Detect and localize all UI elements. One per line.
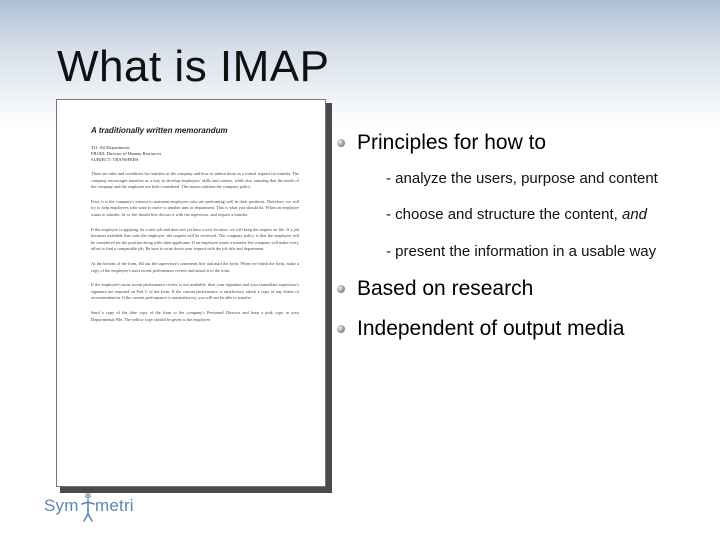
memo-paragraph: First, it is the company's interest to maintain employees who are performing well in their positions. Therefore, we will try to help employees who want to move to another unit or department. This is what you should do. When an employee wants to transfer, he or she should first discuss it with the supervisor, and request a transfer. [91, 198, 299, 217]
memo-paragraph: If the employee's most recent performance review is not available, then your signature and your immediate supervisor's signature are required on Part C of the form. If the current performance is satisfactory, attach a copy of any letters of recommendation. If the current performance is unsatisfactory, you will not be able to transfer. [91, 282, 299, 301]
memo-thumbnail [56, 99, 326, 487]
bullet-text: Based on research [357, 277, 534, 300]
memo-paragraph: At the bottom of the form, fill out the supervisor's comments line and mail the form. When we finish the form, make a copy of the employee's most recent performance review and attach it to the form. [91, 260, 299, 273]
memo-paragraph: If the employee is applying for a new job and does not yet have a new location, we will keep the request on file. If a job becomes available that suits the employee, the request will be reviewed. The company policy is that the employee will be considered for the position along with other applicants. If an employee wants a transfer, the company will make every effort to find a comparable job. Be sure to write down your request with the job title and department. [91, 226, 299, 252]
sub-bullet-text: - choose and structure the content, [386, 206, 622, 223]
bullet-dot-icon [337, 139, 345, 147]
slide-title: What is IMAP [57, 42, 330, 91]
memo-meta [91, 145, 299, 163]
memo-heading: A traditionally written memorandum [91, 126, 228, 135]
symmetri-logo [44, 492, 134, 526]
sub-bullet-text: - analyze the users, purpose and content [386, 170, 658, 187]
bullet-output-media [337, 317, 624, 341]
memo-paragraph: There are rules and conditions for transfers at the company and how to submit those as a formal request for transfer. The company encourages transfers as a way to develop employees' skills and careers, while also ensuring that the needs of the company and the employee are both considered. This memo outlines the company policy. [91, 171, 299, 190]
memo-meta-to: TO: All Departments [91, 145, 130, 150]
sub-bullet-present [386, 243, 656, 260]
logo-text-part2: metri [95, 496, 134, 515]
bullet-text: Principles for how to [357, 131, 547, 154]
sub-bullet-choose [386, 206, 647, 223]
sub-bullet-text: - present the information in a usable way [386, 243, 657, 260]
bullet-dot-icon [337, 285, 345, 293]
bullet-research [337, 277, 533, 301]
memo-meta-from: FROM: Director of Human Resources [91, 151, 162, 156]
memo-paragraph: Send a copy of the blue copy of the form to the company's Personnel Director and keep a pink copy in your Departmental File. The yellow copy should be given to the employee. [91, 309, 299, 322]
sub-bullet-analyze [386, 170, 658, 187]
memo-meta-subject: SUBJECT: TRANSFERS [91, 157, 139, 162]
bullet-dot-icon [337, 325, 345, 333]
logo-figure-icon [80, 492, 96, 522]
sub-bullet-emphasis: and [621, 206, 648, 223]
bullet-principles [337, 131, 546, 155]
bullet-text: Independent of output media [357, 317, 625, 340]
logo-text-part1: Sym [44, 496, 79, 515]
